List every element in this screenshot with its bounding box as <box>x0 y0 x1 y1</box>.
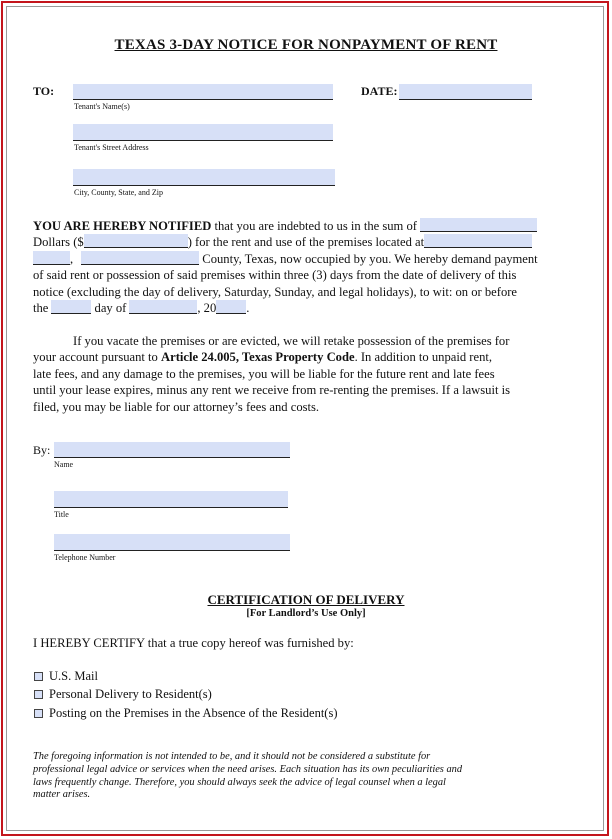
name-caption: Name <box>54 460 74 469</box>
option-us-mail: U.S. Mail <box>34 669 98 684</box>
statute-reference: Article 24.005, Texas Property Code <box>161 350 355 365</box>
deadline-day-field[interactable] <box>51 300 91 314</box>
tenant-name-field[interactable] <box>73 84 333 100</box>
notice-line-3: , County, Texas, now occupied by you. We hereby demand payment <box>33 251 579 267</box>
tenant-name-caption: Tenant's Name(s) <box>74 102 130 111</box>
posting-checkbox[interactable] <box>34 709 43 718</box>
deadline-month-field[interactable] <box>129 300 197 314</box>
vacate-line-2: your account pursuant to Article 24.005, Texas Property Code. In addition to unpaid rent, <box>33 350 493 365</box>
personal-delivery-checkbox[interactable] <box>34 690 43 699</box>
disclaimer-line-4: matter arises. <box>33 789 91 801</box>
notice-paragraph <box>33 218 579 316</box>
vacate-line-1: If you vacate the premises or are evicted, we will retake possession of the premises for <box>73 334 510 348</box>
us-mail-checkbox[interactable] <box>34 672 43 681</box>
to-label: TO: <box>33 84 55 98</box>
title-caption: Title <box>54 510 69 519</box>
date-field[interactable] <box>399 84 532 100</box>
date-label: DATE: <box>361 84 398 98</box>
vacate-paragraph <box>33 333 579 415</box>
notice-line-6: the day of , 20 . <box>33 301 250 316</box>
by-label: By: <box>33 443 51 457</box>
certification-subheading: [For Landlord’s Use Only] <box>246 608 366 619</box>
phone-caption: Telephone Number <box>54 553 116 562</box>
certification-heading: CERTIFICATION OF DELIVERY <box>207 592 405 607</box>
city-caption: City, County, State, and Zip <box>74 188 163 197</box>
option-personal-delivery: Personal Delivery to Resident(s) <box>34 687 212 702</box>
notified-heading: YOU ARE HEREBY NOTIFIED <box>33 219 212 233</box>
tenant-address-field[interactable] <box>73 124 333 141</box>
certification-statement: I HEREBY CERTIFY that a true copy hereof was furnished by: <box>33 636 354 650</box>
vacate-line-5: filed, you may be liable for our attorney’s fees and costs. <box>33 399 320 414</box>
notice-line-1: YOU ARE HEREBY NOTIFIED that you are indebted to us in the sum of <box>33 218 579 234</box>
premises-extra-field[interactable] <box>33 251 70 265</box>
city-state-zip-field[interactable] <box>73 169 335 186</box>
notice-line-4: of said rent or possession of said premises within three (3) days from the date of delivery of this <box>33 268 517 283</box>
document-title: TEXAS 3-DAY NOTICE FOR NONPAYMENT OF RENT <box>114 37 498 53</box>
county-field[interactable] <box>81 251 199 265</box>
sum-field[interactable] <box>420 218 537 232</box>
disclaimer <box>33 751 579 802</box>
disclaimer-line-1: The foregoing information is not intended to be, and it should not be considered a substitute for <box>33 751 431 762</box>
disclaimer-line-3: laws frequently change. Therefore, you should always seek the advice of legal counsel when a legal <box>33 776 446 788</box>
notice-line-5: notice (excluding the day of delivery, Saturday, Sunday, and legal holidays), to wit: on or before <box>33 284 518 299</box>
vacate-line-4: until your lease expires, minus any rent we receive from re-renting the premises. If a lawsuit is <box>33 383 511 398</box>
tenant-address-caption: Tenant's Street Address <box>74 143 149 152</box>
landlord-name-field[interactable] <box>54 442 290 458</box>
disclaimer-line-2: professional legal advice or services when the need arises. Each situation has its own peculiarities and <box>33 763 463 775</box>
dollars-amount-field[interactable] <box>84 234 188 248</box>
vacate-line-3: late fees, and any damage to the premises, you will be liable for the future rent and late fees <box>33 366 495 381</box>
premises-location-field[interactable] <box>424 234 532 248</box>
option-posting: Posting on the Premises in the Absence of the Resident(s) <box>34 706 338 721</box>
telephone-field[interactable] <box>54 534 290 551</box>
landlord-title-field[interactable] <box>54 491 288 508</box>
deadline-year-field[interactable] <box>216 300 246 314</box>
notice-line-2: Dollars ($ ) for the rent and use of the premises located at <box>33 234 579 250</box>
